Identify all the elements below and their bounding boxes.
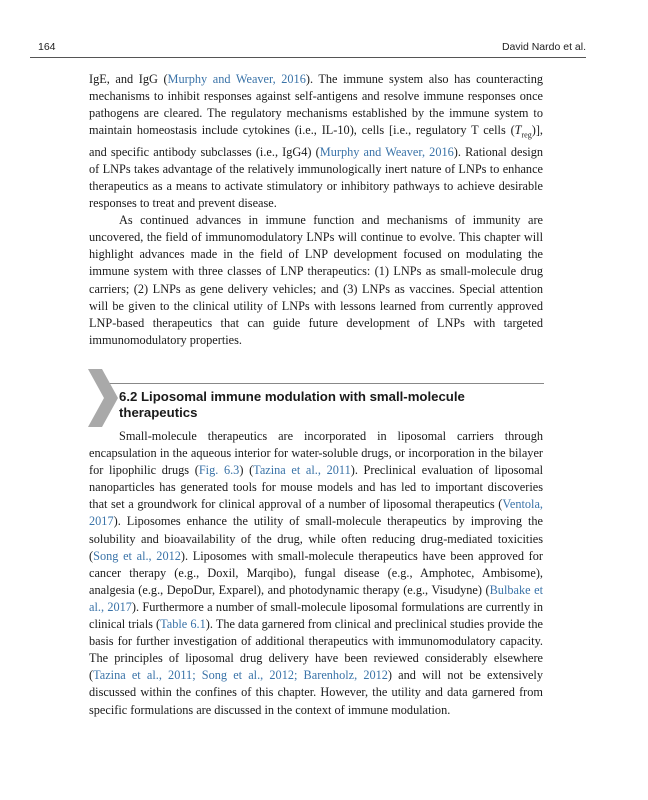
figure-link[interactable]: Fig. 6.3 bbox=[198, 463, 240, 478]
citation-link[interactable]: Tazina et al., 2011 bbox=[253, 463, 351, 478]
paragraph-2: As continued advances in immune function and mechanisms of immunity are uncovered, the field of immunomodulatory LNPs will continue to evolve. This chapter will highlight advances made in the field of LNP development focused on modulating the immune system with three classes of LNP therapeutics: (1) LNPs as small-molecule drug carriers; (2) LNPs as gene delivery vehicles; and (3) LNPs as vaccines. Special attention will be given to the clinical utility of LNPs with lessons learned from currently approved LNP-based therapeutics that can guide future development of LNPs with targeted immunomodulatory properties. bbox=[89, 213, 543, 347]
citation-link[interactable]: Ventola, 2017 bbox=[89, 497, 543, 529]
citation-link[interactable]: Song et al., 2012 bbox=[93, 548, 181, 563]
table-link[interactable]: Table 6.1 bbox=[160, 617, 206, 632]
citation-link[interactable]: Murphy and Weaver, 2016 bbox=[319, 144, 454, 159]
citation-link[interactable]: Tazina et al., 2011; Song et al., 2012; Barenholz, 2012 bbox=[93, 668, 388, 683]
section-heading: 6.2 Liposomal immune modulation with small-molecule therapeutics bbox=[119, 389, 465, 420]
section-chevron-icon bbox=[86, 369, 118, 427]
body-text-section bbox=[89, 428, 543, 719]
citation-link[interactable]: Murphy and Weaver, 2016 bbox=[167, 72, 306, 86]
paragraph-3: Small-molecule therapeutics are incorporated in liposomal carriers through encapsulation in the aqueous interior for water-soluble drugs, or incorporation in the bilayer for lipophilic drugs (Fig. 6.3) (Tazina et al., 2011). Preclinical evaluation of liposomal nanoparticles has generated tools for mouse models and has led to important discoveries that set a groundwork for clinical approval of a number of liposomal therapeutics (Ventola, 2017). Liposomes enhance the utility of small-molecule therapeutics by improving the solubility and bioavailability of the drug, while often reducing drug-mediated toxicities (Song et al., 2012). Liposomes with small-molecule therapeutics have been approved for cancer therapy (e.g., Doxil, Marqibo), fungal disease (e.g., Amphotec, Ambisome), analgesia (e.g., DepoDur, Exparel), and photodynamic therapy (e.g., Visudyne) (Bulbake et al., 2017). Furthermore a number of small-molecule liposomal formulations are currently in clinical trials (Table 6.1). The data garnered from clinical and preclinical studies provide the basis for further investigation of additional therapeutics with immunomodulatory capacity. The principles of liposomal drug delivery have been reviewed considerably elsewhere (Tazina et al., 2011; Song et al., 2012; Barenholz, 2012) and will not be extensively discussed within the confines of this chapter. However, the utility and data garnered from specific formulations are discussed in the context of immune modulation. bbox=[89, 429, 544, 717]
body-text-top bbox=[89, 71, 543, 349]
header-rule bbox=[30, 57, 586, 58]
running-head: David Nardo et al. bbox=[501, 41, 586, 53]
paragraph-1: IgE, and IgG (Murphy and Weaver, 2016). The immune system also has counteracting mechanisms to inhibit responses against self-antigens and resolve immune responses once pathogens are cleared. The regulatory mechanisms established by the immune system to maintain homeostasis include cytokines (i.e., IL-10), cells [i.e., regulatory T cells $(T_{reg})$], and specific antibody subclasses (i.e., IgG4) (Murphy and Weaver, 2016). Rational design of LNPs takes advantage of the relatively immunologically inert nature of LNPs to enhance therapeutics as a means to activate stimulatory or inhibitory pathways to achieve desirable responses to treat and prevent disease. bbox=[89, 72, 543, 211]
citation-link[interactable]: Bulbake et al., 2017 bbox=[89, 582, 543, 614]
page-number: 164 bbox=[38, 41, 56, 53]
section-rule bbox=[104, 383, 544, 384]
